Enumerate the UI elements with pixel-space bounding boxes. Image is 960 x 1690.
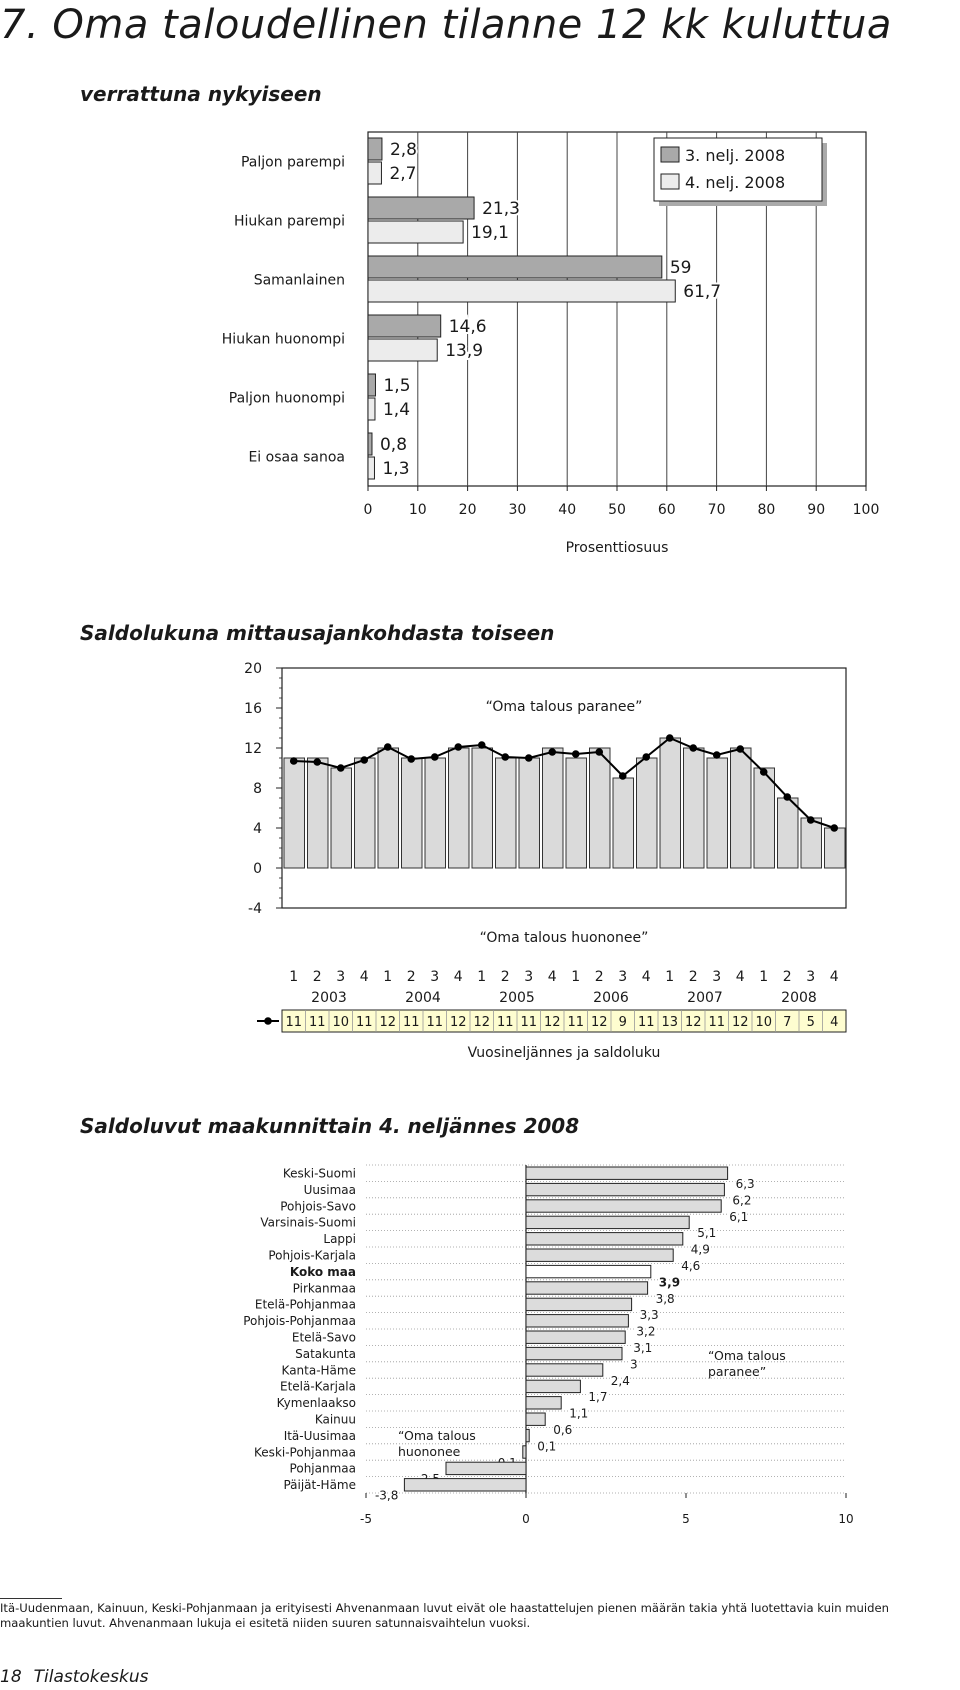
legend-swatch: [661, 147, 679, 162]
footnote-rule: [0, 1598, 62, 1599]
bar-value-label: 3: [630, 1357, 638, 1372]
category-label: Etelä-Karjala: [279, 1379, 356, 1394]
bar: [566, 758, 587, 868]
year-label: 2003: [311, 990, 347, 1006]
data-table-value: 12: [684, 1015, 702, 1030]
bar: [731, 748, 752, 868]
bar: [368, 374, 375, 396]
category-label: Lappi: [323, 1232, 356, 1247]
data-table-value: 11: [708, 1015, 726, 1030]
bar-value-label: 2,8: [389, 140, 417, 160]
category-label: Samanlainen: [253, 272, 345, 289]
x-tick-label: 60: [657, 502, 676, 518]
line-point: [642, 753, 650, 761]
data-table-value: 12: [473, 1015, 491, 1030]
line-point: [760, 768, 768, 776]
category-label: Päijät-Häme: [283, 1478, 356, 1493]
bar: [778, 798, 799, 868]
bar-value-label: 1,5: [383, 376, 411, 396]
x-tick-label: 20: [458, 502, 477, 518]
year-label: 2004: [405, 990, 441, 1006]
legend-label: 3. nelj. 2008: [685, 146, 786, 165]
x-tick-label: 90: [807, 502, 826, 518]
bar-value-label: 2,7: [389, 164, 417, 184]
bar: [526, 1216, 689, 1228]
bar: [526, 1233, 683, 1245]
data-table-value: 12: [543, 1015, 561, 1030]
bar-value-label: -3,8: [374, 1488, 399, 1503]
line-point: [783, 793, 791, 801]
category-label: Uusimaa: [303, 1182, 356, 1197]
category-label: Pirkanmaa: [292, 1281, 356, 1296]
data-table-value: 10: [755, 1015, 773, 1030]
annotation-positive: “Oma talous: [708, 1348, 786, 1363]
bar: [526, 1413, 545, 1425]
bar: [754, 768, 775, 868]
line-legend-point: [264, 1017, 272, 1025]
quarter-label: 1: [477, 969, 487, 985]
line-point: [407, 755, 415, 763]
quarter-label: 3: [430, 969, 440, 985]
bar: [368, 315, 441, 337]
x-tick-label: 30: [508, 502, 527, 518]
x-tick-label: 70: [707, 502, 726, 518]
category-label: Kymenlaakso: [276, 1396, 356, 1411]
line-point: [572, 750, 580, 758]
bar: [368, 280, 675, 302]
category-label: Pohjanmaa: [289, 1461, 356, 1476]
x-tick-label: 10: [408, 502, 427, 518]
x-tick-label: 40: [558, 502, 577, 518]
bar: [368, 138, 382, 160]
category-label: Keski-Pohjanmaa: [254, 1445, 356, 1460]
year-label: 2005: [499, 990, 535, 1006]
data-table-value: 7: [783, 1015, 792, 1030]
category-label: Etelä-Pohjanmaa: [254, 1297, 356, 1312]
bar-value-label: 61,7: [683, 282, 722, 302]
quarter-label: 1: [571, 969, 581, 985]
quarter-label: 3: [618, 969, 628, 985]
category-label: Satakunta: [295, 1346, 356, 1361]
bar: [368, 256, 662, 278]
annotation-positive: “Oma talous paranee”: [485, 699, 643, 715]
bar: [543, 748, 564, 868]
data-table-value: 4: [830, 1015, 839, 1030]
quarter-label: 2: [688, 969, 698, 985]
x-axis-label: Prosenttiosuus: [565, 540, 669, 556]
data-table-value: 5: [806, 1015, 815, 1030]
bar: [368, 398, 375, 420]
line-point: [619, 772, 627, 780]
bar: [526, 1298, 632, 1310]
chart3-heading: Saldoluvut maakunnittain 4. neljännes 2008: [80, 1114, 580, 1138]
quarter-label: 2: [406, 969, 416, 985]
legend-label: 4. nelj. 2008: [685, 173, 786, 192]
category-label: Paljon parempi: [240, 154, 345, 171]
line-point: [736, 745, 744, 753]
data-table-value: 12: [590, 1015, 608, 1030]
footnote-text: Itä-Uudenmaan, Kainuun, Keski-Pohjanmaan ja erityisesti Ahvenanmaan luvut eivät ole haastattelujen pienen määrän takia yhtä luotettavia kuin muiden maakuntien luvut. Ahvenanmaan lukuja ei esitetä niiden suuren satunnaisvaihtelun vuoksi.: [0, 1601, 889, 1630]
bar-value-label: 0,1: [537, 1439, 557, 1454]
bar: [637, 758, 658, 868]
bar: [613, 778, 634, 868]
bar: [284, 758, 305, 868]
x-tick-label: 5: [682, 1512, 690, 1525]
quarter-label: 1: [665, 969, 675, 985]
line-point: [360, 756, 368, 764]
quarter-label: 4: [735, 969, 745, 985]
quarter-label: 1: [759, 969, 769, 985]
line-point: [595, 748, 603, 756]
line-point: [431, 753, 439, 761]
bar: [526, 1315, 628, 1327]
line-point: [454, 743, 462, 751]
line-point: [713, 751, 721, 759]
category-label: Pohjois-Karjala: [268, 1248, 356, 1263]
bar: [660, 738, 681, 868]
x-tick-label: -5: [360, 1512, 372, 1525]
bar: [526, 1200, 721, 1212]
bar-value-label: 3,9: [658, 1275, 681, 1290]
category-label: Kainuu: [314, 1412, 356, 1427]
quarter-label: 3: [712, 969, 722, 985]
bar: [526, 1249, 673, 1261]
page-footer: [0, 1667, 160, 1687]
bar: [404, 1479, 526, 1491]
bar-highlight: [526, 1265, 651, 1277]
bar: [526, 1167, 728, 1179]
bar: [368, 162, 381, 184]
line-point: [689, 744, 697, 752]
bar: [355, 758, 376, 868]
chart1-heading: verrattuna nykyiseen: [80, 82, 322, 106]
bar: [526, 1380, 580, 1392]
bar-value-label: 59: [669, 258, 692, 278]
bar-value-label: 19,1: [471, 223, 509, 243]
line-point: [548, 748, 556, 756]
bar: [368, 221, 463, 243]
bar: [425, 758, 446, 868]
y-tick-label: 16: [244, 701, 262, 717]
quarter-label: 3: [336, 969, 346, 985]
data-table-value: 13: [661, 1015, 679, 1030]
quarter-label: 2: [594, 969, 604, 985]
category-label: Kanta-Häme: [281, 1363, 356, 1378]
bar: [523, 1446, 526, 1458]
year-label: 2007: [687, 990, 723, 1006]
data-table-value: 9: [618, 1015, 627, 1030]
bar-value-label: 13,9: [445, 341, 484, 361]
bar-value-label: 4,6: [681, 1259, 701, 1273]
bar-value-label: 0,8: [379, 435, 408, 455]
line-point: [290, 757, 298, 765]
y-tick-label: 0: [253, 861, 262, 877]
line-point: [666, 734, 674, 742]
category-label-highlight: Koko maa: [289, 1264, 356, 1279]
page-title: 7. Oma taloudellinen tilanne 12 kk kuluttua: [0, 2, 892, 48]
x-tick-label: 80: [757, 502, 776, 518]
bar-value-label: 21,3: [482, 199, 520, 219]
quarter-label: 2: [500, 969, 510, 985]
category-label: Etelä-Savo: [291, 1330, 356, 1345]
bar: [526, 1429, 529, 1441]
bar: [368, 339, 437, 361]
bar-value-label: 3,3: [639, 1308, 659, 1323]
data-table-value: 12: [379, 1015, 397, 1030]
chart-opinion-distribution: [0, 110, 960, 570]
quarter-label: 2: [782, 969, 792, 985]
bar: [684, 748, 705, 868]
quarter-label: 2: [312, 969, 322, 985]
x-tick-label: 100: [852, 502, 880, 518]
line-point: [337, 764, 345, 772]
bar: [446, 1462, 526, 1474]
category-label: Paljon huonompi: [228, 390, 345, 407]
bar-value-label: 6,2: [732, 1193, 752, 1208]
bar-value-label: 0,6: [553, 1423, 573, 1437]
bar-value-label: 3,1: [633, 1341, 653, 1355]
publisher-name: Tilastokeskus: [33, 1667, 149, 1687]
quarter-label: 1: [289, 969, 299, 985]
quarter-label: 4: [453, 969, 463, 985]
line-point: [807, 816, 815, 824]
chart-balance-over-time: [0, 650, 960, 1080]
bar-value-label: 1,3: [382, 459, 410, 479]
category-label: Itä-Uusimaa: [283, 1428, 356, 1443]
bar-value-label: 6,1: [729, 1209, 749, 1224]
category-label: Ei osaa sanoa: [248, 449, 345, 466]
line-point: [478, 741, 486, 749]
y-tick-label: 8: [253, 781, 262, 797]
bar: [590, 748, 611, 868]
bar: [368, 433, 372, 455]
bar-value-label: 3,8: [655, 1291, 675, 1306]
bar: [472, 748, 493, 868]
x-tick-label: 50: [608, 502, 626, 518]
annotation-negative: “Oma talous huononee”: [479, 930, 649, 946]
bar: [378, 748, 399, 868]
year-label: 2006: [593, 990, 629, 1006]
quarter-label: 1: [383, 969, 393, 985]
bar-value-label: 4,9: [690, 1242, 710, 1257]
bar-value-label: 1,4: [382, 400, 411, 420]
annotation-negative: huononee: [398, 1444, 461, 1459]
bar: [402, 758, 423, 868]
data-table-value: 11: [355, 1015, 373, 1030]
x-tick-label: 0: [522, 1512, 530, 1525]
bar: [526, 1397, 561, 1409]
quarter-label: 4: [359, 969, 369, 985]
bar-value-label: 6,3: [735, 1177, 755, 1191]
category-label: Pohjois-Pohjanmaa: [243, 1314, 356, 1329]
y-tick-label: 12: [244, 741, 262, 757]
quarter-label: 4: [829, 969, 839, 985]
bar: [449, 748, 470, 868]
bar: [308, 758, 329, 868]
bar-value-label: 1,7: [588, 1390, 608, 1405]
line-point: [384, 743, 392, 751]
data-table-value: 12: [731, 1015, 749, 1030]
quarter-label: 3: [524, 969, 534, 985]
bar: [825, 828, 846, 868]
bar: [526, 1364, 603, 1376]
y-tick-label: 20: [244, 661, 262, 677]
annotation-negative: “Oma talous: [398, 1428, 476, 1443]
data-table-value: 11: [308, 1015, 326, 1030]
annotation-positive: paranee”: [708, 1364, 767, 1379]
line-point: [501, 753, 509, 761]
data-table-value: 11: [496, 1015, 514, 1030]
bar-value-label: 3,2: [636, 1324, 656, 1339]
category-label: Varsinais-Suomi: [260, 1215, 356, 1230]
line-point: [525, 754, 533, 762]
bar: [526, 1331, 625, 1343]
bar: [801, 818, 822, 868]
line-point: [830, 824, 838, 832]
y-tick-label: 4: [253, 821, 262, 837]
category-label: Keski-Suomi: [282, 1166, 356, 1181]
bar: [707, 758, 728, 868]
x-axis-label: Vuosineljännes ja saldoluku: [467, 1045, 661, 1061]
data-table-value: 11: [426, 1015, 444, 1030]
legend-swatch: [661, 174, 679, 189]
bar: [331, 768, 352, 868]
data-table-value: 12: [449, 1015, 467, 1030]
data-table-value: 10: [332, 1015, 350, 1030]
quarter-label: 4: [547, 969, 557, 985]
bar: [519, 758, 540, 868]
bar: [496, 758, 517, 868]
bar-value-label: 5,1: [697, 1226, 717, 1241]
data-table-value: 11: [402, 1015, 420, 1030]
data-table-value: 11: [637, 1015, 655, 1030]
x-tick-label: 0: [363, 502, 373, 518]
y-tick-label: -4: [248, 901, 262, 917]
year-label: 2008: [781, 990, 817, 1006]
category-label: Hiukan parempi: [234, 213, 345, 230]
line-point: [313, 758, 321, 766]
bar: [526, 1183, 724, 1195]
bar: [526, 1282, 648, 1294]
bar: [368, 457, 374, 479]
category-label: Pohjois-Savo: [280, 1199, 356, 1214]
data-table-value: 11: [567, 1015, 585, 1030]
chart-regional-balance: [0, 1145, 960, 1525]
bar: [526, 1347, 622, 1359]
bar-value-label: 2,4: [610, 1373, 630, 1388]
quarter-label: 3: [806, 969, 816, 985]
data-table-value: 11: [285, 1015, 303, 1030]
chart2-heading: Saldolukuna mittausajankohdasta toiseen: [80, 621, 555, 645]
quarter-label: 4: [641, 969, 651, 985]
data-table-value: 11: [520, 1015, 538, 1030]
bar-value-label: 1,1: [569, 1406, 589, 1421]
category-label: Hiukan huonompi: [221, 331, 345, 348]
page-number: 18: [0, 1667, 22, 1687]
x-tick-label: 10: [838, 1512, 854, 1525]
bar: [368, 197, 474, 219]
bar-value-label: 14,6: [448, 317, 487, 337]
